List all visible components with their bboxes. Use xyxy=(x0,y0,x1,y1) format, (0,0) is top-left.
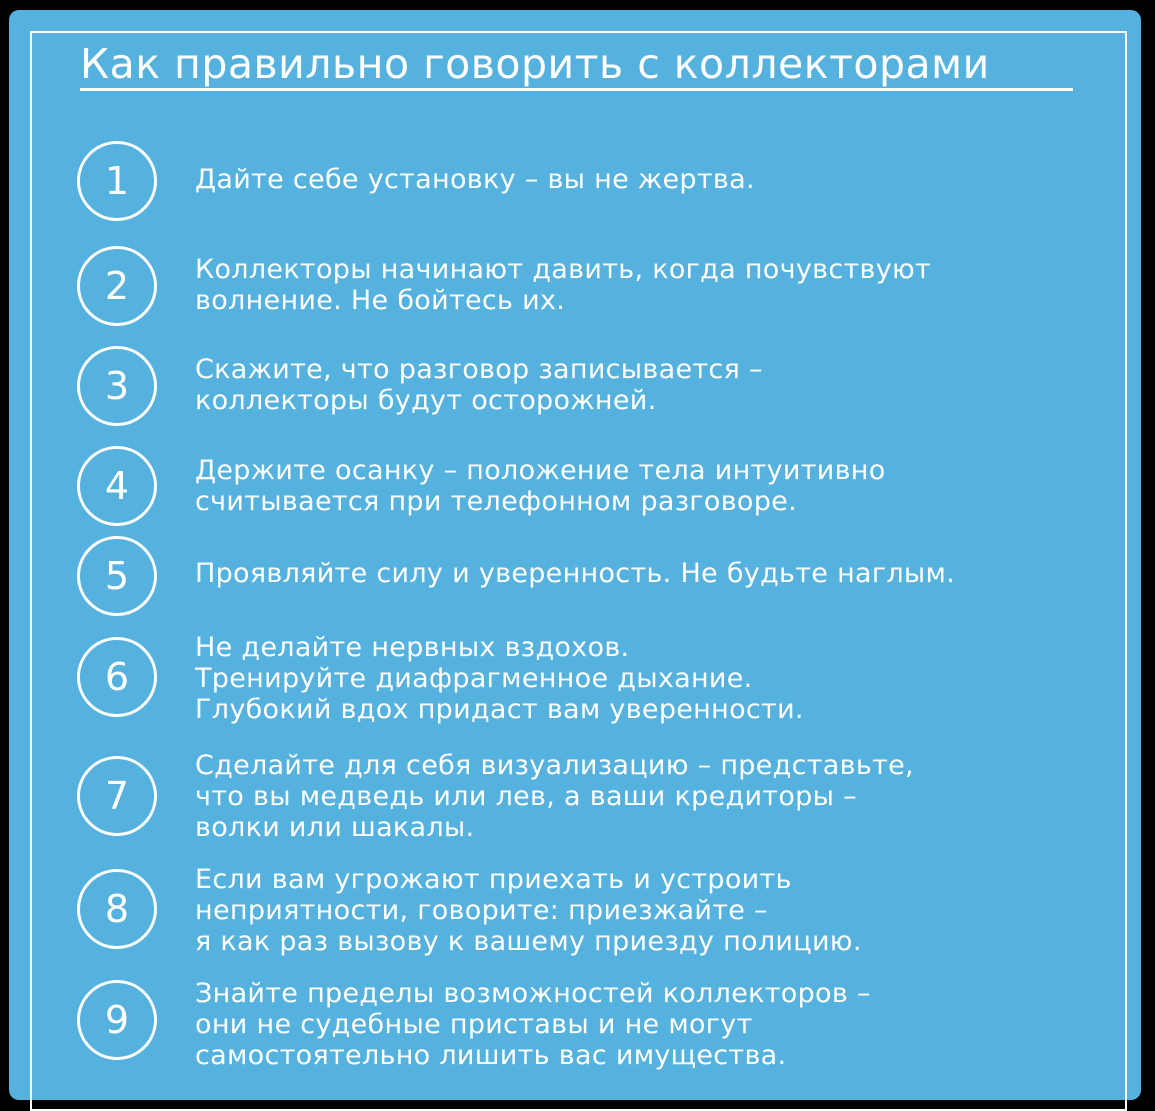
title-underline xyxy=(80,88,1073,91)
number-badge: 5 xyxy=(77,536,157,616)
number-badge: 4 xyxy=(77,446,157,526)
number-badge: 6 xyxy=(77,637,157,717)
item-text: Скажите, что разговор записывается – коллекторы будут осторожней. xyxy=(195,354,763,416)
item-text: Знайте пределы возможностей коллекторов – они не судебные приставы и не могут самостоятельно лишить вас имущества. xyxy=(195,978,871,1071)
item-text: Не делайте нервных вздохов. Тренируйте диафрагменное дыхание. Глубокий вдох придаст вам уверенности. xyxy=(195,632,804,725)
item-text: Коллекторы начинают давить, когда почувствуют волнение. Не бойтесь их. xyxy=(195,254,932,316)
number-badge: 1 xyxy=(77,141,157,221)
page-title: Как правильно говорить с коллекторами xyxy=(80,40,990,88)
number-badge: 3 xyxy=(77,346,157,426)
item-text: Дайте себе установку – вы не жертва. xyxy=(195,164,755,195)
number-badge: 7 xyxy=(77,756,157,836)
number-badge: 2 xyxy=(77,246,157,326)
item-text: Держите осанку – положение тела интуитивно считывается при телефонном разговоре. xyxy=(195,455,886,517)
item-text: Проявляйте силу и уверенность. Не будьте наглым. xyxy=(195,558,956,589)
number-badge: 9 xyxy=(77,980,157,1060)
item-text: Сделайте для себя визуализацию – представьте, что вы медведь или лев, а ваши кредиторы – волки или шакалы. xyxy=(195,750,914,843)
item-text: Если вам угрожают приехать и устроить неприятности, говорите: приезжайте – я как раз вызову к вашему приезду полицию. xyxy=(195,864,862,957)
number-badge: 8 xyxy=(77,869,157,949)
